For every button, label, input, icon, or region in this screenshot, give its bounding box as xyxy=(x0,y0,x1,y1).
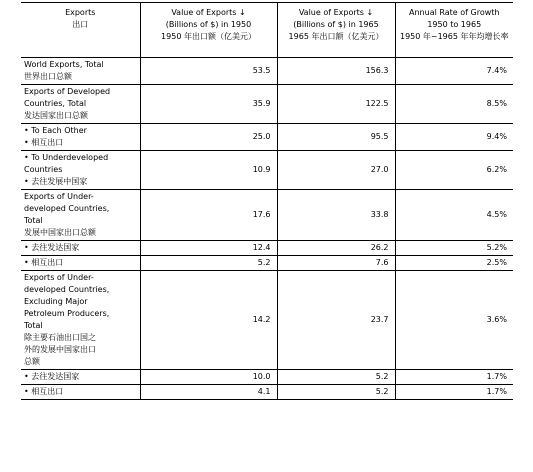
row-label-line: 发展中国家出口总额 xyxy=(24,228,96,237)
value-1950-cell: 35.9 xyxy=(140,85,277,124)
header-value-1965-line2: (Billions of $) in 1965 xyxy=(293,20,379,29)
table-header xyxy=(21,3,513,58)
growth-rate-cell: 2.5% xyxy=(395,256,513,271)
row-label-line: • 相互出口 xyxy=(24,387,64,396)
exports-table xyxy=(21,2,513,400)
value-1950-cell: 17.6 xyxy=(140,190,277,241)
growth-rate-cell: 7.4% xyxy=(395,58,513,85)
table-row xyxy=(21,256,513,271)
row-label xyxy=(21,241,140,256)
row-label xyxy=(21,271,140,370)
growth-rate-cell: 1.7% xyxy=(395,385,513,400)
row-label-line: • To Each Other xyxy=(24,126,87,135)
table-row xyxy=(21,58,513,85)
growth-rate-cell: 9.4% xyxy=(395,124,513,151)
row-label-line: • 相互出口 xyxy=(24,258,64,267)
value-1965-cell: 7.6 xyxy=(277,256,395,271)
value-1965-cell: 95.5 xyxy=(277,124,395,151)
header-growth xyxy=(395,3,513,58)
row-label-line: Exports of Developed xyxy=(24,87,111,96)
value-1965-cell: 156.3 xyxy=(277,58,395,85)
row-label xyxy=(21,385,140,400)
row-label-line: Petroleum Producers, xyxy=(24,309,110,318)
growth-rate-cell: 8.5% xyxy=(395,85,513,124)
row-label xyxy=(21,85,140,124)
row-label-line: • 去往发展中国家 xyxy=(24,177,88,186)
header-exports-en: Exports xyxy=(65,8,96,17)
row-label xyxy=(21,256,140,271)
growth-rate-cell: 5.2% xyxy=(395,241,513,256)
row-label-line: World Exports, Total xyxy=(24,60,104,69)
header-growth-line3: 1950 年~1965 年年均增长率 xyxy=(399,32,509,41)
table-row xyxy=(21,124,513,151)
header-value-1950-line1: Value of Exports ↓ xyxy=(171,8,246,17)
row-label-line: 发达国家出口总额 xyxy=(24,111,88,120)
header-value-1950-line2: (Billions of $) in 1950 xyxy=(165,20,252,29)
row-label xyxy=(21,124,140,151)
row-label xyxy=(21,370,140,385)
table-row xyxy=(21,190,513,241)
row-label-line: developed Countries, xyxy=(24,204,110,213)
value-1965-cell: 5.2 xyxy=(277,370,395,385)
growth-rate-cell: 1.7% xyxy=(395,370,513,385)
row-label-line: Exports of Under- xyxy=(24,192,94,201)
value-1965-cell: 26.2 xyxy=(277,241,395,256)
header-value-1965 xyxy=(277,3,395,58)
row-label-line: Countries xyxy=(24,165,63,174)
growth-rate-cell: 3.6% xyxy=(395,271,513,370)
table-row xyxy=(21,385,513,400)
table-row xyxy=(21,151,513,190)
value-1965-cell: 33.8 xyxy=(277,190,395,241)
value-1950-cell: 10.9 xyxy=(140,151,277,190)
row-label-line: • 去往发达国家 xyxy=(24,243,80,252)
header-growth-line2: 1950 to 1965 xyxy=(427,20,482,29)
row-label-line: 总额 xyxy=(24,357,40,366)
value-1950-cell: 12.4 xyxy=(140,241,277,256)
header-value-1965-line3: 1965 年出口额（亿美元） xyxy=(288,32,384,41)
row-label-line: • To Underdeveloped xyxy=(24,153,109,162)
row-label xyxy=(21,58,140,85)
row-label-line: Exports of Under- xyxy=(24,273,94,282)
header-growth-line1: Annual Rate of Growth xyxy=(409,8,500,17)
header-value-1950 xyxy=(140,3,277,58)
row-label-line: Total xyxy=(24,216,43,225)
row-label xyxy=(21,151,140,190)
row-label-line: • 去往发达国家 xyxy=(24,372,80,381)
value-1950-cell: 10.0 xyxy=(140,370,277,385)
row-label-line: 世界出口总额 xyxy=(24,72,72,81)
value-1950-cell: 14.2 xyxy=(140,271,277,370)
value-1950-cell: 53.5 xyxy=(140,58,277,85)
header-exports xyxy=(21,3,140,58)
header-value-1950-line3: 1950 年出口额（亿美元） xyxy=(161,32,256,41)
header-row xyxy=(21,3,513,58)
row-label-line: Total xyxy=(24,321,43,330)
growth-rate-cell: 6.2% xyxy=(395,151,513,190)
row-label-line: • 相互出口 xyxy=(24,138,64,147)
header-exports-zh: 出口 xyxy=(72,20,89,29)
value-1965-cell: 5.2 xyxy=(277,385,395,400)
table-row xyxy=(21,85,513,124)
table-row xyxy=(21,271,513,370)
value-1965-cell: 122.5 xyxy=(277,85,395,124)
value-1950-cell: 4.1 xyxy=(140,385,277,400)
table-body xyxy=(21,58,513,400)
row-label-line: Excluding Major xyxy=(24,297,88,306)
exports-table-container xyxy=(21,2,513,400)
row-label-line: 外的发展中国家出口 xyxy=(24,345,96,354)
value-1950-cell: 5.2 xyxy=(140,256,277,271)
value-1950-cell: 25.0 xyxy=(140,124,277,151)
row-label-line: developed Countries, xyxy=(24,285,110,294)
growth-rate-cell: 4.5% xyxy=(395,190,513,241)
table-row xyxy=(21,370,513,385)
row-label xyxy=(21,190,140,241)
value-1965-cell: 27.0 xyxy=(277,151,395,190)
row-label-line: 除主要石油出口国之 xyxy=(24,333,96,342)
header-value-1965-line1: Value of Exports ↓ xyxy=(298,8,374,17)
row-label-line: Countries, Total xyxy=(24,99,87,108)
value-1965-cell: 23.7 xyxy=(277,271,395,370)
table-row xyxy=(21,241,513,256)
